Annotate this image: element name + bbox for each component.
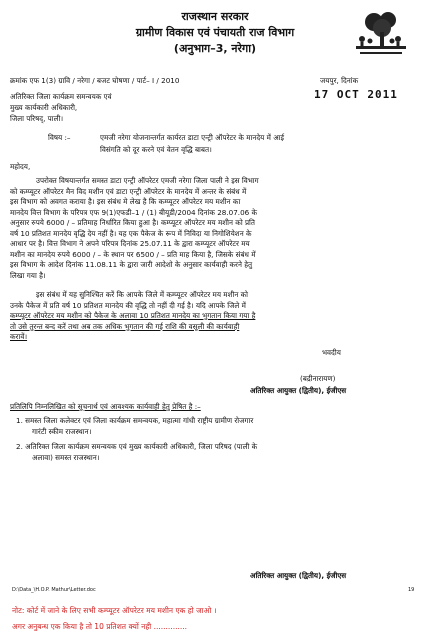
page-number: 19 bbox=[408, 587, 415, 593]
paragraph-line: मानदेय वित्त विभाग के परिपत्र एफ 9(1)एफडी–1 / (1) बीयूडी/2004 दिनांक 28.07.06 के bbox=[10, 207, 258, 217]
paragraph-line: लिखा गया है। bbox=[10, 270, 46, 280]
paragraph-line: वर्ष 10 प्रतिशत मानदेय वृद्धि देय नहीं है। यह एक पैकेज के रूप में निविदा या निगोशियेशन के bbox=[10, 228, 252, 238]
signatory-title-2: अतिरिक्त आयुक्त (द्वितीय), ईजीएस bbox=[250, 571, 347, 580]
underlined-line: तो उसे तुरन्त बन्द करें तथा अब तक अधिक भुगतान की गई राशि की वसूली की कार्यवाही bbox=[10, 321, 240, 331]
paragraph-line: इस विभाग के आदेश दिनांक 11.08.11 के द्वारा जारी आदेशो के अनुसार कार्यवाही करने हेतु bbox=[10, 260, 253, 269]
signatory-title: अतिरिक्त आयुक्त (द्वितीय), ईजीएस bbox=[250, 386, 347, 395]
closing: भवदीय bbox=[322, 348, 341, 357]
place-date: जयपुर, दिनांक bbox=[320, 76, 359, 85]
subject-label: विषय :– bbox=[48, 133, 71, 142]
reference-number: क्रमांक एफ 1(3) ग्रावि / नरेगा / बजट घोषणा / पार्ट– I / 2010 bbox=[10, 76, 180, 85]
paragraph-1 bbox=[10, 176, 420, 281]
underlined-line: करावें। bbox=[10, 332, 28, 341]
department-title: ग्रामीण विकास एवं पंचायती राज विभाग bbox=[135, 26, 295, 39]
salutation: महोदय, bbox=[10, 162, 31, 171]
signatory-name: (बद्रीनारायण) bbox=[300, 374, 336, 383]
paragraph-line: अनुसार रुपये 6000 / – प्रतिमाह निर्धारित किया हुआ है। कम्प्यूटर ऑपरेटर मय मशीन को प्रति bbox=[10, 218, 256, 227]
paragraph-line: उनके पैकेज में प्रति वर्ष 10 प्रतिशत मानदेय की वृद्धि तो नहीं दी गई है। यदि आपके जिले में bbox=[10, 300, 246, 310]
paragraph-line: आधार पर है। वित्त विभाग ने अपने परिपत्र दिनांक 25.07.11 के द्वारा कम्प्यूटर ऑपरेटर मय bbox=[10, 239, 250, 248]
note-line-1: नोट: कोर्ट में जाने के लिए सभी कम्प्यूटर ऑपरेटर मय मशीन एक हो जाओ । bbox=[12, 606, 217, 615]
paragraph-line: इस विभाग को अवगत कराया है। इस संबंध मे लेख है कि कम्प्यूटर ऑपरेटर मय मशीन का bbox=[10, 197, 241, 206]
note-line-2: अगर अनुबन्ध एक किया है तो 10 प्रतिशत क्यों नही .............. bbox=[12, 622, 187, 631]
recipient-line-2: मुख्य कार्यकारी अधिकारी, bbox=[10, 103, 78, 112]
date-stamp: 17 OCT 2011 bbox=[314, 88, 398, 101]
file-path: D:\Data_\H.O.P. Mathur\Letter.doc bbox=[12, 587, 96, 593]
subject-line-2: विसंगति को दूर करने एवं वेतन वृद्धि बाबत। bbox=[100, 145, 212, 154]
paragraph-2 bbox=[10, 290, 420, 343]
copy-item-1: 1. समस्त जिला कलेक्टर एवं जिला कार्यक्रम समन्वयक, महात्मा गांधी राष्ट्रीय ग्रामीण रोजगार bbox=[16, 416, 254, 425]
copy-item-1-cont: गारंटी स्कीम राजस्थान। bbox=[32, 427, 92, 436]
copy-item-2-cont: अलावा) समस्त राजस्थान। bbox=[32, 453, 100, 462]
subject-line-1: एमजी नरेगा योजनान्तर्गत कार्यरत डाटा एन्ट्री ऑपरेटर के मानदेय में आई bbox=[100, 133, 285, 142]
tree-people-logo-icon bbox=[352, 10, 410, 60]
paragraph-line: को कम्प्यूटर ऑपरेटर मैन विद मशीन एवं डाटा एन्ट्री ऑपरेटर के मानदेय में अन्तर के संबंध में bbox=[10, 186, 247, 196]
paragraph-line: मशीन का मानदेय रुपये 6000 / – के स्थान पर 6500 / – प्रति माह किया है, जिसके संबंध में bbox=[10, 249, 256, 259]
recipient-line-3: जिला परिषद्, पाली। bbox=[10, 114, 64, 123]
copy-intro: प्रतिलिपि निम्नलिखित को सूचनार्थ एवं आवश्यक कार्यवाही हेतु प्रेषित है :– bbox=[10, 402, 201, 411]
paragraph-line: उपरोक्त विषयान्तर्गत समस्त डाटा एन्ट्री ऑपरेटर एमजी नरेगा जिला पाली ने इस विभाग bbox=[36, 176, 259, 185]
recipient-line-1: अतिरिक्त जिला कार्यक्रम समन्वयक एवं bbox=[10, 92, 112, 101]
copy-item-2: 2. अतिरिक्त जिला कार्यक्रम समन्वयक एवं मुख्य कार्यकारी अधिकारी, जिला परिषद (पाली के bbox=[16, 442, 258, 451]
section-title: (अनुभाग–3, नरेगा) bbox=[173, 42, 257, 55]
gov-title: राजस्थान सरकार bbox=[181, 10, 249, 23]
paragraph-line: इस संबंध में यह सुनिश्चित करें कि आपके जिले में कम्प्यूटर ऑपरेटर मय मशीन को bbox=[36, 290, 249, 299]
underlined-line: कम्प्यूटर ऑपरेटर मय मशीन को पैकेज के अलावा 10 प्रतिशत मानदेय का भुगतान किया गया है bbox=[10, 311, 256, 320]
